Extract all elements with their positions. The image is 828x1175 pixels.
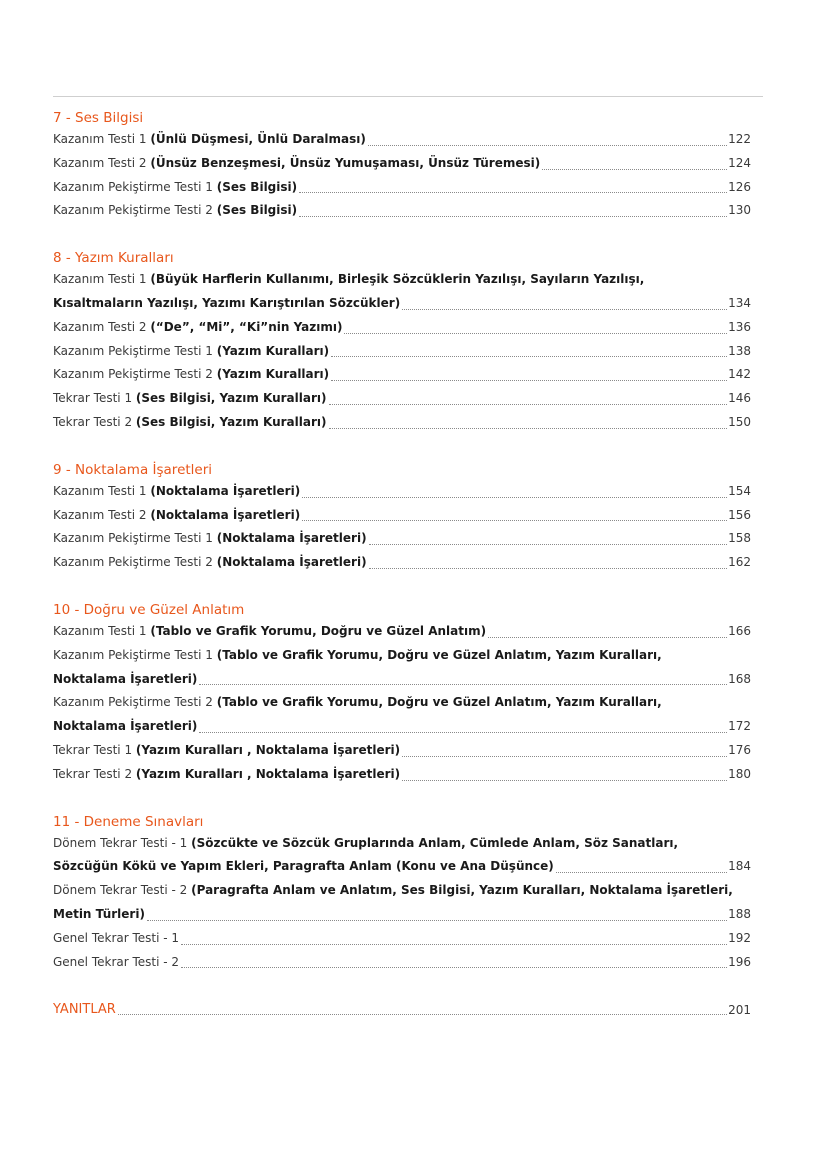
page-number: 134 <box>728 295 751 310</box>
entry-text <box>53 551 367 575</box>
toc-section <box>53 248 751 435</box>
toc-entry[interactable] <box>53 340 751 364</box>
dot-leader <box>147 906 727 921</box>
dot-leader <box>369 554 728 569</box>
toc-entry[interactable] <box>53 551 751 575</box>
dot-leader <box>331 366 727 381</box>
entry-prefix: Tekrar Testi 1 <box>53 391 136 406</box>
dot-leader <box>181 953 727 968</box>
entry-topics: (Tablo ve Grafik Yorumu, Doğru ve Güzel Anlatım, Yazım Kuralları, <box>216 695 662 710</box>
page-number: 188 <box>728 906 751 921</box>
entry-topics-continued: Metin Türleri) <box>53 906 145 921</box>
page-number: 176 <box>728 742 751 757</box>
entry-text <box>53 832 678 856</box>
page-number: 122 <box>728 132 751 146</box>
top-divider <box>53 96 763 97</box>
page-number: 150 <box>728 414 751 429</box>
section-title: 11 - Deneme Sınavları <box>53 813 204 830</box>
entry-text <box>53 951 179 975</box>
entry-text <box>53 763 400 787</box>
toc-entry[interactable] <box>53 763 751 787</box>
page-number: 136 <box>728 319 751 334</box>
dot-leader <box>556 858 727 873</box>
entry-topics: (Ses Bilgisi) <box>216 203 298 218</box>
entry-topics: (“De”, “Mi”, “Ki”nin Yazımı) <box>150 319 343 334</box>
toc-entry[interactable] <box>53 620 751 644</box>
entry-prefix: Kazanım Pekiştirme Testi 2 <box>53 695 217 710</box>
dot-leader <box>199 670 727 685</box>
entry-prefix: Kazanım Testi 1 <box>53 623 151 638</box>
toc-entry-continuation[interactable] <box>53 292 751 316</box>
entry-topics: (Sözcükte ve Sözcük Gruplarında Anlam, Cümlede Anlam, Söz Sanatları, <box>191 835 679 850</box>
entry-text <box>53 644 662 668</box>
entry-text <box>53 927 179 951</box>
dot-leader <box>329 390 728 405</box>
entry-text <box>53 668 197 692</box>
entry-text <box>53 504 300 528</box>
toc-entry[interactable] <box>53 363 751 387</box>
page-number: 138 <box>728 343 751 358</box>
toc-entry-continuation[interactable] <box>53 668 751 692</box>
section-title: 10 - Doğru ve Güzel Anlatım <box>53 601 245 618</box>
toc-section <box>53 108 751 223</box>
toc-entry[interactable] <box>53 879 751 903</box>
entry-topics: (Ünlü Düşmesi, Ünlü Daralması) <box>150 132 366 146</box>
entry-prefix: Dönem Tekrar Testi - 2 <box>53 883 192 898</box>
entry-prefix: Kazanım Testi 2 <box>53 155 151 170</box>
entry-text <box>53 855 554 879</box>
page-number: 192 <box>728 930 751 945</box>
entry-text <box>53 879 733 903</box>
answers-entry[interactable] <box>53 999 751 1021</box>
entry-text <box>53 316 342 340</box>
toc-entry[interactable] <box>53 176 751 200</box>
table-of-contents <box>53 108 751 1021</box>
dot-leader <box>368 131 727 146</box>
entry-text <box>53 480 300 504</box>
entry-topics: (Büyük Harflerin Kullanımı, Birleşik Sözcüklerin Yazılışı, Sayıların Yazılışı, <box>150 272 645 287</box>
dot-leader <box>402 766 727 781</box>
answers-label: YANITLAR <box>53 1002 116 1018</box>
entry-topics: (Yazım Kuralları) <box>216 367 330 382</box>
entry-text <box>53 152 540 176</box>
entry-topics: (Yazım Kuralları) <box>216 343 330 358</box>
toc-entry[interactable] <box>53 128 751 152</box>
page-number: 162 <box>728 555 751 570</box>
toc-section <box>53 600 751 787</box>
dot-leader <box>331 342 727 357</box>
entry-text <box>53 176 297 200</box>
toc-entry[interactable] <box>53 411 751 435</box>
entry-prefix: Kazanım Testi 1 <box>53 483 151 498</box>
entry-prefix: Kazanım Pekiştirme Testi 2 <box>53 203 217 218</box>
entry-text <box>53 527 367 551</box>
entry-text <box>53 292 400 316</box>
entry-prefix: Kazanım Pekiştirme Testi 2 <box>53 555 217 570</box>
entry-prefix: Kazanım Testi 2 <box>53 319 151 334</box>
dot-leader <box>402 295 727 310</box>
entry-text <box>53 411 327 435</box>
entry-topics-continued: Kısaltmaların Yazılışı, Yazımı Karıştırılan Sözcükler) <box>53 295 401 310</box>
dot-leader <box>402 742 727 757</box>
page-number: 172 <box>728 719 751 734</box>
entry-text <box>53 363 329 387</box>
dot-leader <box>344 319 727 334</box>
entry-prefix: Kazanım Pekiştirme Testi 1 <box>53 343 217 358</box>
toc-entry[interactable] <box>53 832 751 856</box>
entry-prefix: Dönem Tekrar Testi - 1 <box>53 835 192 850</box>
section-title: 8 - Yazım Kuralları <box>53 250 174 267</box>
dot-leader <box>488 623 727 638</box>
toc-entry[interactable] <box>53 316 751 340</box>
page-number: 154 <box>728 483 751 498</box>
toc-entry[interactable] <box>53 951 751 975</box>
entry-text <box>53 903 145 927</box>
toc-section <box>53 812 751 975</box>
entry-text <box>53 620 486 644</box>
toc-entry[interactable] <box>53 739 751 763</box>
entry-prefix: Tekrar Testi 1 <box>53 742 136 757</box>
entry-topics: (Ünsüz Benzeşmesi, Ünsüz Yumuşaması, Ünsüz Türemesi) <box>150 155 541 170</box>
entry-prefix: Kazanım Pekiştirme Testi 1 <box>53 179 217 194</box>
entry-topics: (Yazım Kuralları , Noktalama İşaretleri) <box>135 742 401 757</box>
page-number: 184 <box>728 859 751 874</box>
dot-leader <box>369 530 728 545</box>
entry-text <box>53 340 329 364</box>
entry-prefix: Kazanım Pekiştirme Testi 1 <box>53 531 217 546</box>
entry-text <box>53 739 400 763</box>
toc-entry[interactable] <box>53 644 751 668</box>
entry-topics-continued: Noktalama İşaretleri) <box>53 719 198 734</box>
dot-leader <box>118 1000 727 1015</box>
page-number: 168 <box>728 671 751 686</box>
toc-entry-continuation[interactable] <box>53 715 751 739</box>
toc-section <box>53 460 751 575</box>
toc-entry[interactable] <box>53 504 751 528</box>
dot-leader <box>299 178 727 193</box>
entry-prefix: Genel Tekrar Testi - 2 <box>53 954 180 969</box>
dot-leader <box>181 930 727 945</box>
toc-entry[interactable] <box>53 152 751 176</box>
entry-text <box>53 715 197 739</box>
toc-entry[interactable] <box>53 527 751 551</box>
entry-prefix: Kazanım Testi 2 <box>53 507 151 522</box>
entry-topics: (Ses Bilgisi, Yazım Kuralları) <box>135 391 327 406</box>
entry-text <box>53 199 297 223</box>
toc-entry[interactable] <box>53 691 751 715</box>
page-number: 146 <box>728 391 751 406</box>
toc-entry[interactable] <box>53 268 751 292</box>
entry-topics: (Yazım Kuralları , Noktalama İşaretleri) <box>135 766 401 781</box>
entry-topics-continued: Sözcüğün Kökü ve Yapım Ekleri, Paragrafta Anlam (Konu ve Ana Düşünce) <box>53 859 554 874</box>
toc-entry[interactable] <box>53 927 751 951</box>
page-number: 124 <box>728 155 751 170</box>
entry-prefix: Genel Tekrar Testi - 1 <box>53 930 180 945</box>
entry-prefix: Kazanım Pekiştirme Testi 2 <box>53 367 217 382</box>
dot-leader <box>302 506 727 521</box>
toc-entry[interactable] <box>53 480 751 504</box>
entry-text <box>53 268 644 292</box>
page-number: 166 <box>728 623 751 638</box>
entry-prefix: Tekrar Testi 2 <box>53 766 136 781</box>
page-number: 126 <box>728 179 751 194</box>
entry-prefix: Kazanım Pekiştirme Testi 1 <box>53 647 217 662</box>
toc-entry-continuation[interactable] <box>53 903 751 927</box>
entry-prefix: Kazanım Testi 1 <box>53 132 151 146</box>
entry-topics: (Noktalama İşaretleri) <box>150 483 301 498</box>
entry-topics-continued: Noktalama İşaretleri) <box>53 671 198 686</box>
toc-entry[interactable] <box>53 387 751 411</box>
dot-leader <box>329 414 728 429</box>
page-number: 156 <box>728 507 751 522</box>
toc-entry[interactable] <box>53 199 751 223</box>
toc-entry-continuation[interactable] <box>53 855 751 879</box>
entry-topics: (Noktalama İşaretleri) <box>216 555 367 570</box>
page-number: 201 <box>728 1003 751 1018</box>
dot-leader <box>199 718 727 733</box>
entry-text <box>53 128 366 152</box>
dot-leader <box>542 155 727 170</box>
entry-topics: (Noktalama İşaretleri) <box>216 531 367 546</box>
section-title: 9 - Noktalama İşaretleri <box>53 461 213 478</box>
entry-topics: (Ses Bilgisi, Yazım Kuralları) <box>135 414 327 429</box>
entry-topics: (Ses Bilgisi) <box>216 179 298 194</box>
section-title: 7 - Ses Bilgisi <box>53 110 144 126</box>
entry-topics: (Paragrafta Anlam ve Anlatım, Ses Bilgisi, Yazım Kuralları, Noktalama İşaretleri, <box>191 883 733 898</box>
page-number: 180 <box>728 766 751 781</box>
entry-text <box>53 691 662 715</box>
entry-topics: (Tablo ve Grafik Yorumu, Doğru ve Güzel Anlatım, Yazım Kuralları, <box>216 647 662 662</box>
entry-prefix: Kazanım Testi 1 <box>53 272 151 287</box>
dot-leader <box>299 202 727 217</box>
entry-topics: (Noktalama İşaretleri) <box>150 507 301 522</box>
page-number: 158 <box>728 531 751 546</box>
page-number: 142 <box>728 367 751 382</box>
page-number: 130 <box>728 203 751 218</box>
dot-leader <box>302 483 727 498</box>
page-number: 196 <box>728 954 751 969</box>
entry-topics: (Tablo ve Grafik Yorumu, Doğru ve Güzel Anlatım) <box>150 623 487 638</box>
entry-prefix: Tekrar Testi 2 <box>53 414 136 429</box>
entry-text <box>53 387 327 411</box>
